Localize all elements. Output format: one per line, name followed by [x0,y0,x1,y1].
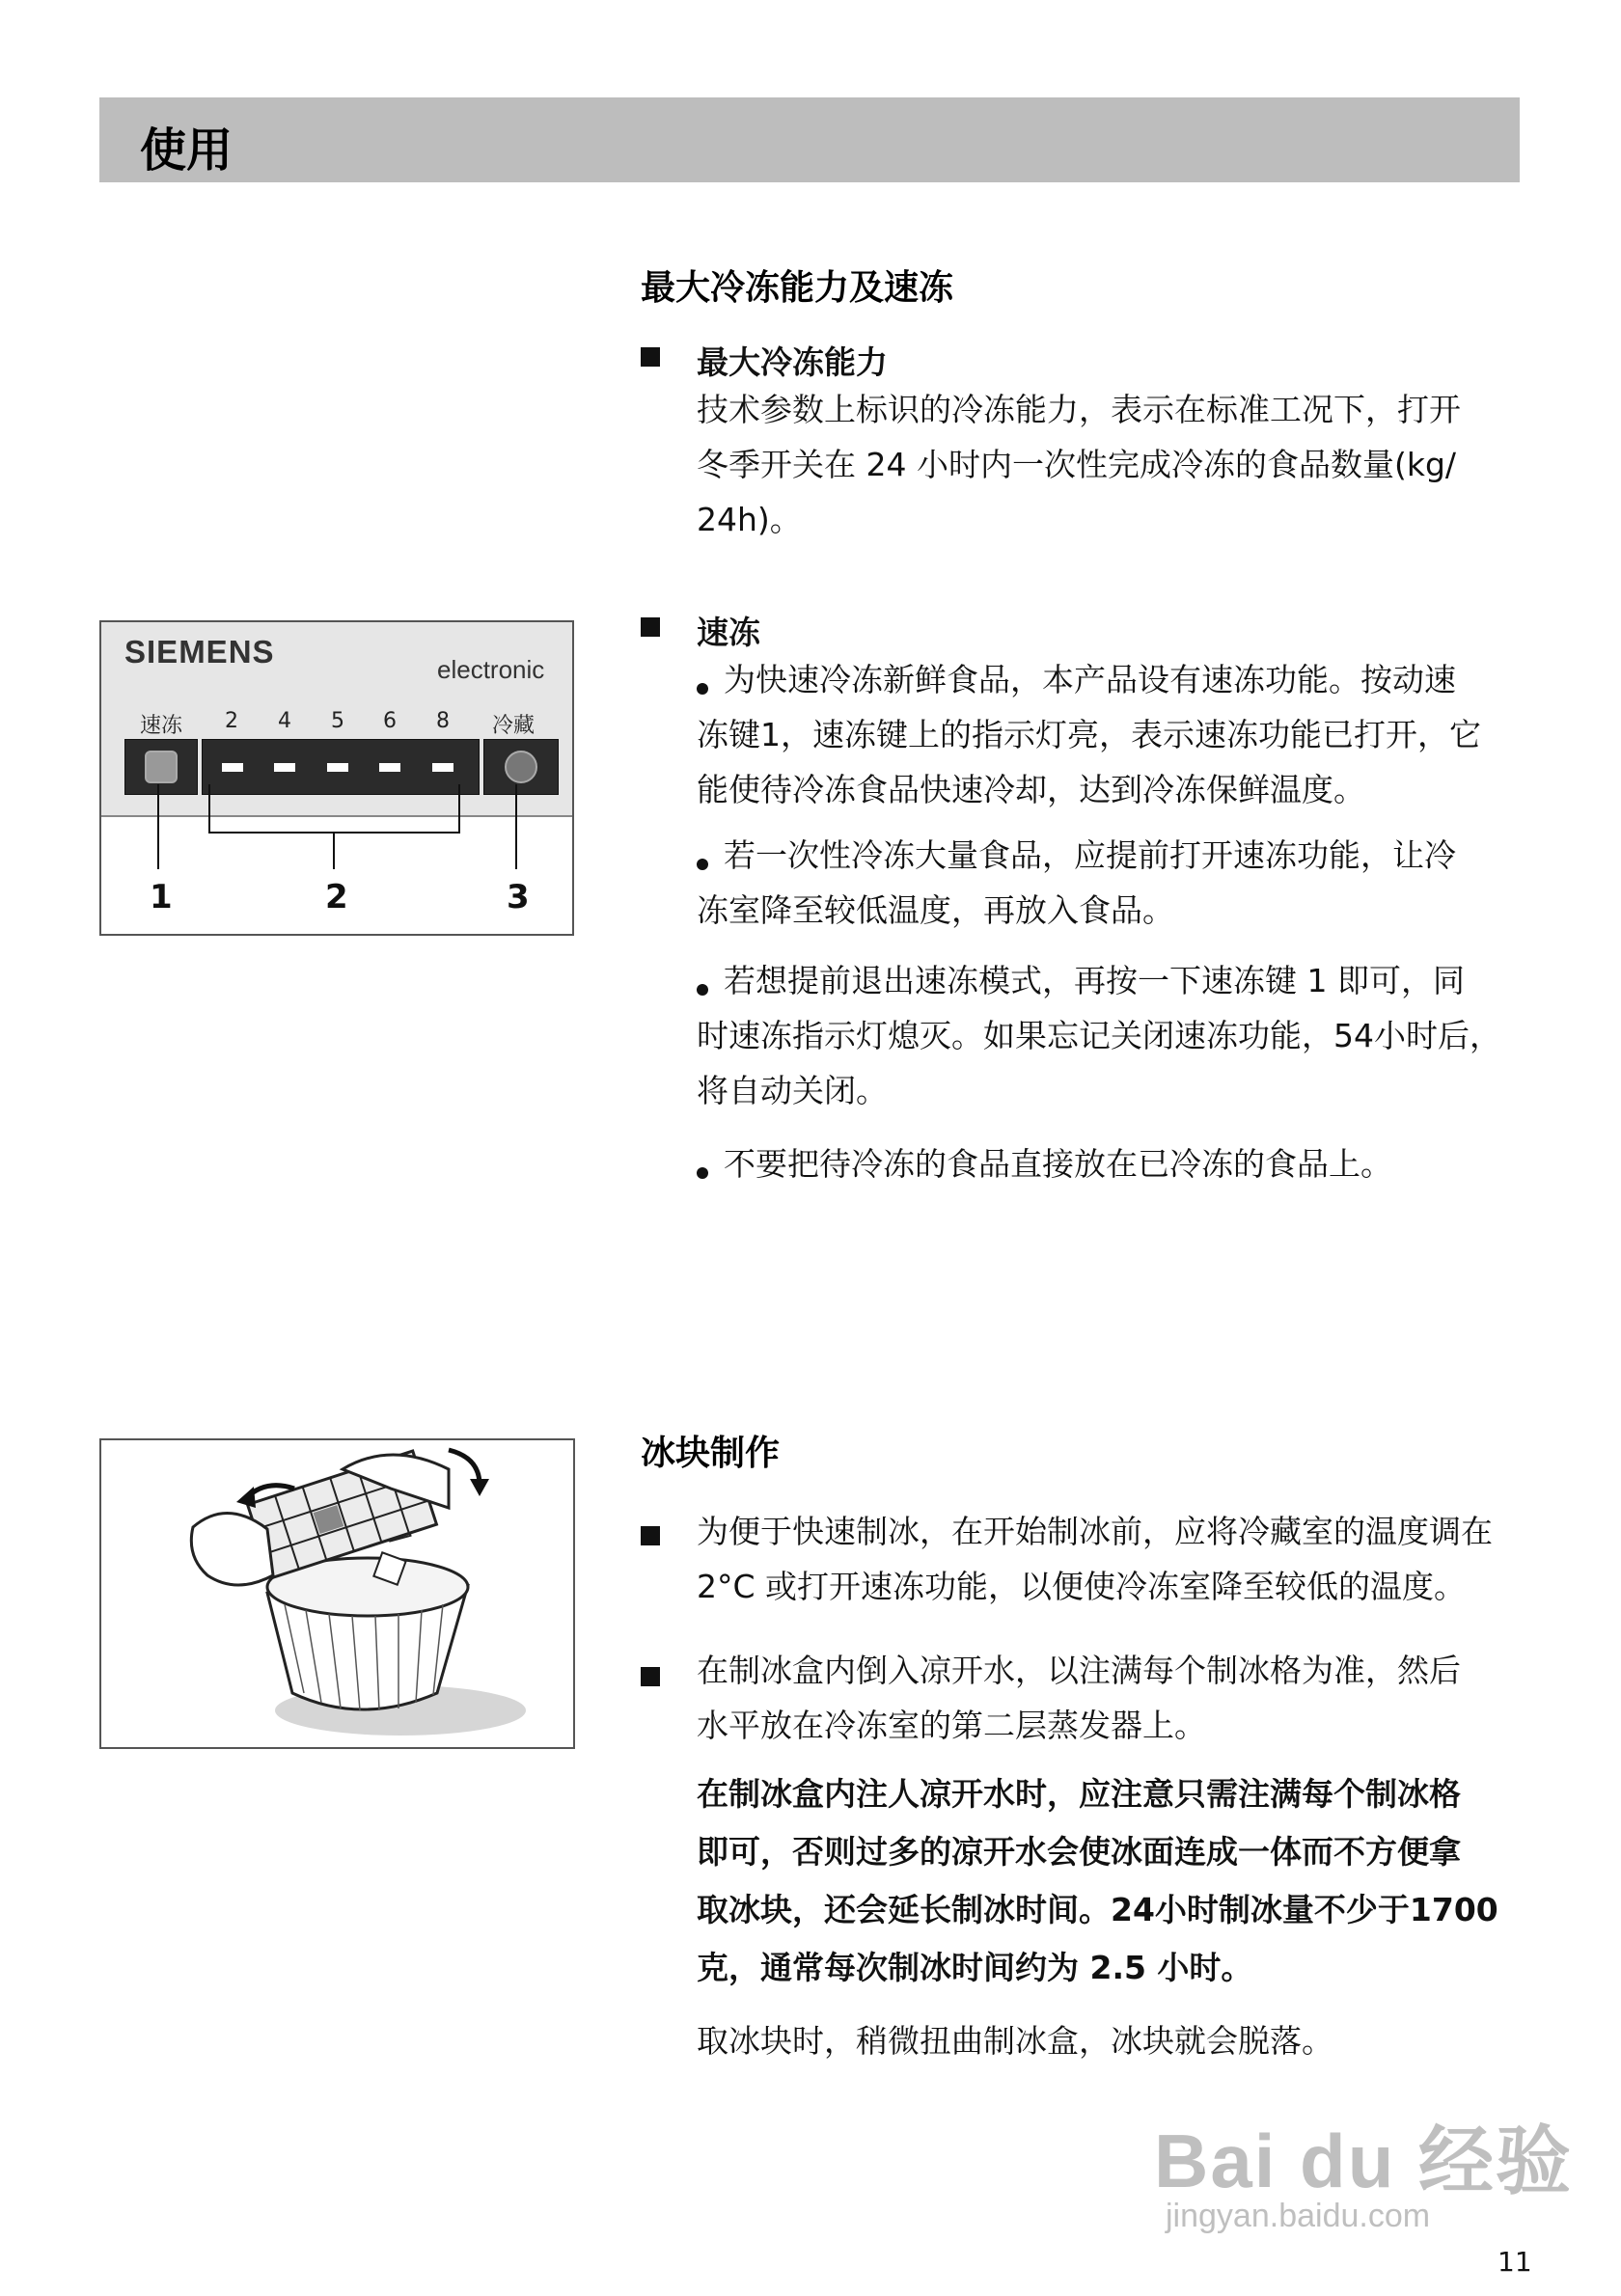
text-line: 在制冰盒内倒入凉开水，以注满每个制冰格为准，然后 [697,1652,1461,1689]
label-4: 4 [278,709,291,733]
watermark [1154,2101,1574,2234]
text-line: 冬季开关在 24 小时内一次性完成冷冻的食品数量(kg/ [697,446,1457,483]
section2-item2-text [697,1643,1525,1753]
label-8: 8 [436,709,450,733]
callout-2: 2 [325,878,348,916]
ice-tray-figure [99,1438,575,1749]
ice-tray-illustration [101,1440,577,1751]
text-line [697,828,1525,883]
text-line: 在制冰盒内注人凉开水时，应注意只需注满每个制冰格 [697,1775,1461,1813]
square-bullet-icon [641,347,660,367]
header-bar [99,97,1520,182]
text-line: 冻键1，速冻键上的指示灯亮，表示速冻功能已打开，它 [697,716,1481,753]
bullet-paragraph-3 [697,953,1525,1118]
text-line: 将自动关闭。 [697,1072,888,1109]
text-span: 若一次性冷冻大量食品，应提前打开速冻功能，让冷 [724,836,1456,874]
text-line: 水平放在冷冻室的第二层蒸发器上。 [697,1707,1206,1744]
text-span: 为快速冷冻新鲜食品，本产品设有速冻功能。按动速 [724,661,1456,698]
dot-bullet-icon [697,984,708,996]
callout-1: 1 [150,878,173,916]
text-line: 取冰块，还会延长制冰时间。24小时制冰量不少于1700 [697,1891,1498,1928]
text-line: 能使待冷冻食品快速冷却，达到冷冻保鲜温度。 [697,771,1365,808]
text-line [697,1136,1525,1191]
text-span: 若想提前退出速冻模式，再按一下速冻键 1 即可，同 [724,962,1465,999]
dot-bullet-icon [697,683,708,695]
label-fridge: 冷藏 [492,714,536,738]
text-span: 不要把待冷冻的食品直接放在已冷冻的食品上。 [724,1145,1392,1183]
text-line: 技术参数上标识的冷冻能力，表示在标准工况下，打开 [697,391,1461,428]
brand-logo: SIEMENS [124,634,275,670]
callout-3: 3 [507,878,530,916]
text-line [697,953,1525,1008]
watermark-logo: Bai du 经验 [1154,2118,1574,2203]
dot-bullet-icon [697,859,708,870]
text-line: 2°C 或打开速冻功能，以便使冷冻室降至较低的温度。 [697,1568,1467,1605]
item1-text [697,382,1525,547]
label-2: 2 [225,709,238,733]
item1-title: 最大冷冻能力 [697,343,888,381]
bullet-paragraph-4 [697,1136,1525,1191]
text-line [697,652,1525,707]
item2-title: 速冻 [697,614,760,651]
text-line: 24h)。 [697,501,802,538]
last-line: 取冰块时，稍微扭曲制冰盒，冰块就会脱落。 [697,2022,1333,2060]
section1-title: 最大冷冻能力及速冻 [641,268,954,308]
section2-title: 冰块制作 [641,1434,781,1473]
page-title: 使用 [140,123,234,178]
bold-note [697,1765,1525,1997]
square-bullet-icon [641,1526,660,1545]
bullet-paragraph-1 [697,652,1525,817]
square-bullet-icon [641,617,660,637]
text-line: 克，通常每次制冰时间约为 2.5 小时。 [697,1949,1253,1986]
label-5: 5 [331,709,344,733]
bullet-paragraph-2 [697,828,1525,938]
text-line: 即可，否则过多的凉开水会使冰面连成一体而不方便拿 [697,1833,1461,1871]
text-line: 为便于快速制冰，在开始制冰前，应将冷藏室的温度调在 [697,1513,1493,1550]
label-6: 6 [383,709,397,733]
text-line: 冻室降至较低温度，再放入食品。 [697,891,1174,929]
control-panel-figure [99,620,574,936]
watermark-url: jingyan.baidu.com [1166,2198,1431,2234]
page-number: 11 [1497,2246,1532,2278]
dot-bullet-icon [697,1167,708,1179]
square-bullet-icon [641,1667,660,1686]
section2-item1-text [697,1504,1525,1614]
label-super-freeze: 速冻 [140,714,183,738]
text-line: 时速冻指示灯熄灭。如果忘记关闭速冻功能，54小时后， [697,1017,1501,1054]
panel-subtitle: electronic [437,655,545,684]
